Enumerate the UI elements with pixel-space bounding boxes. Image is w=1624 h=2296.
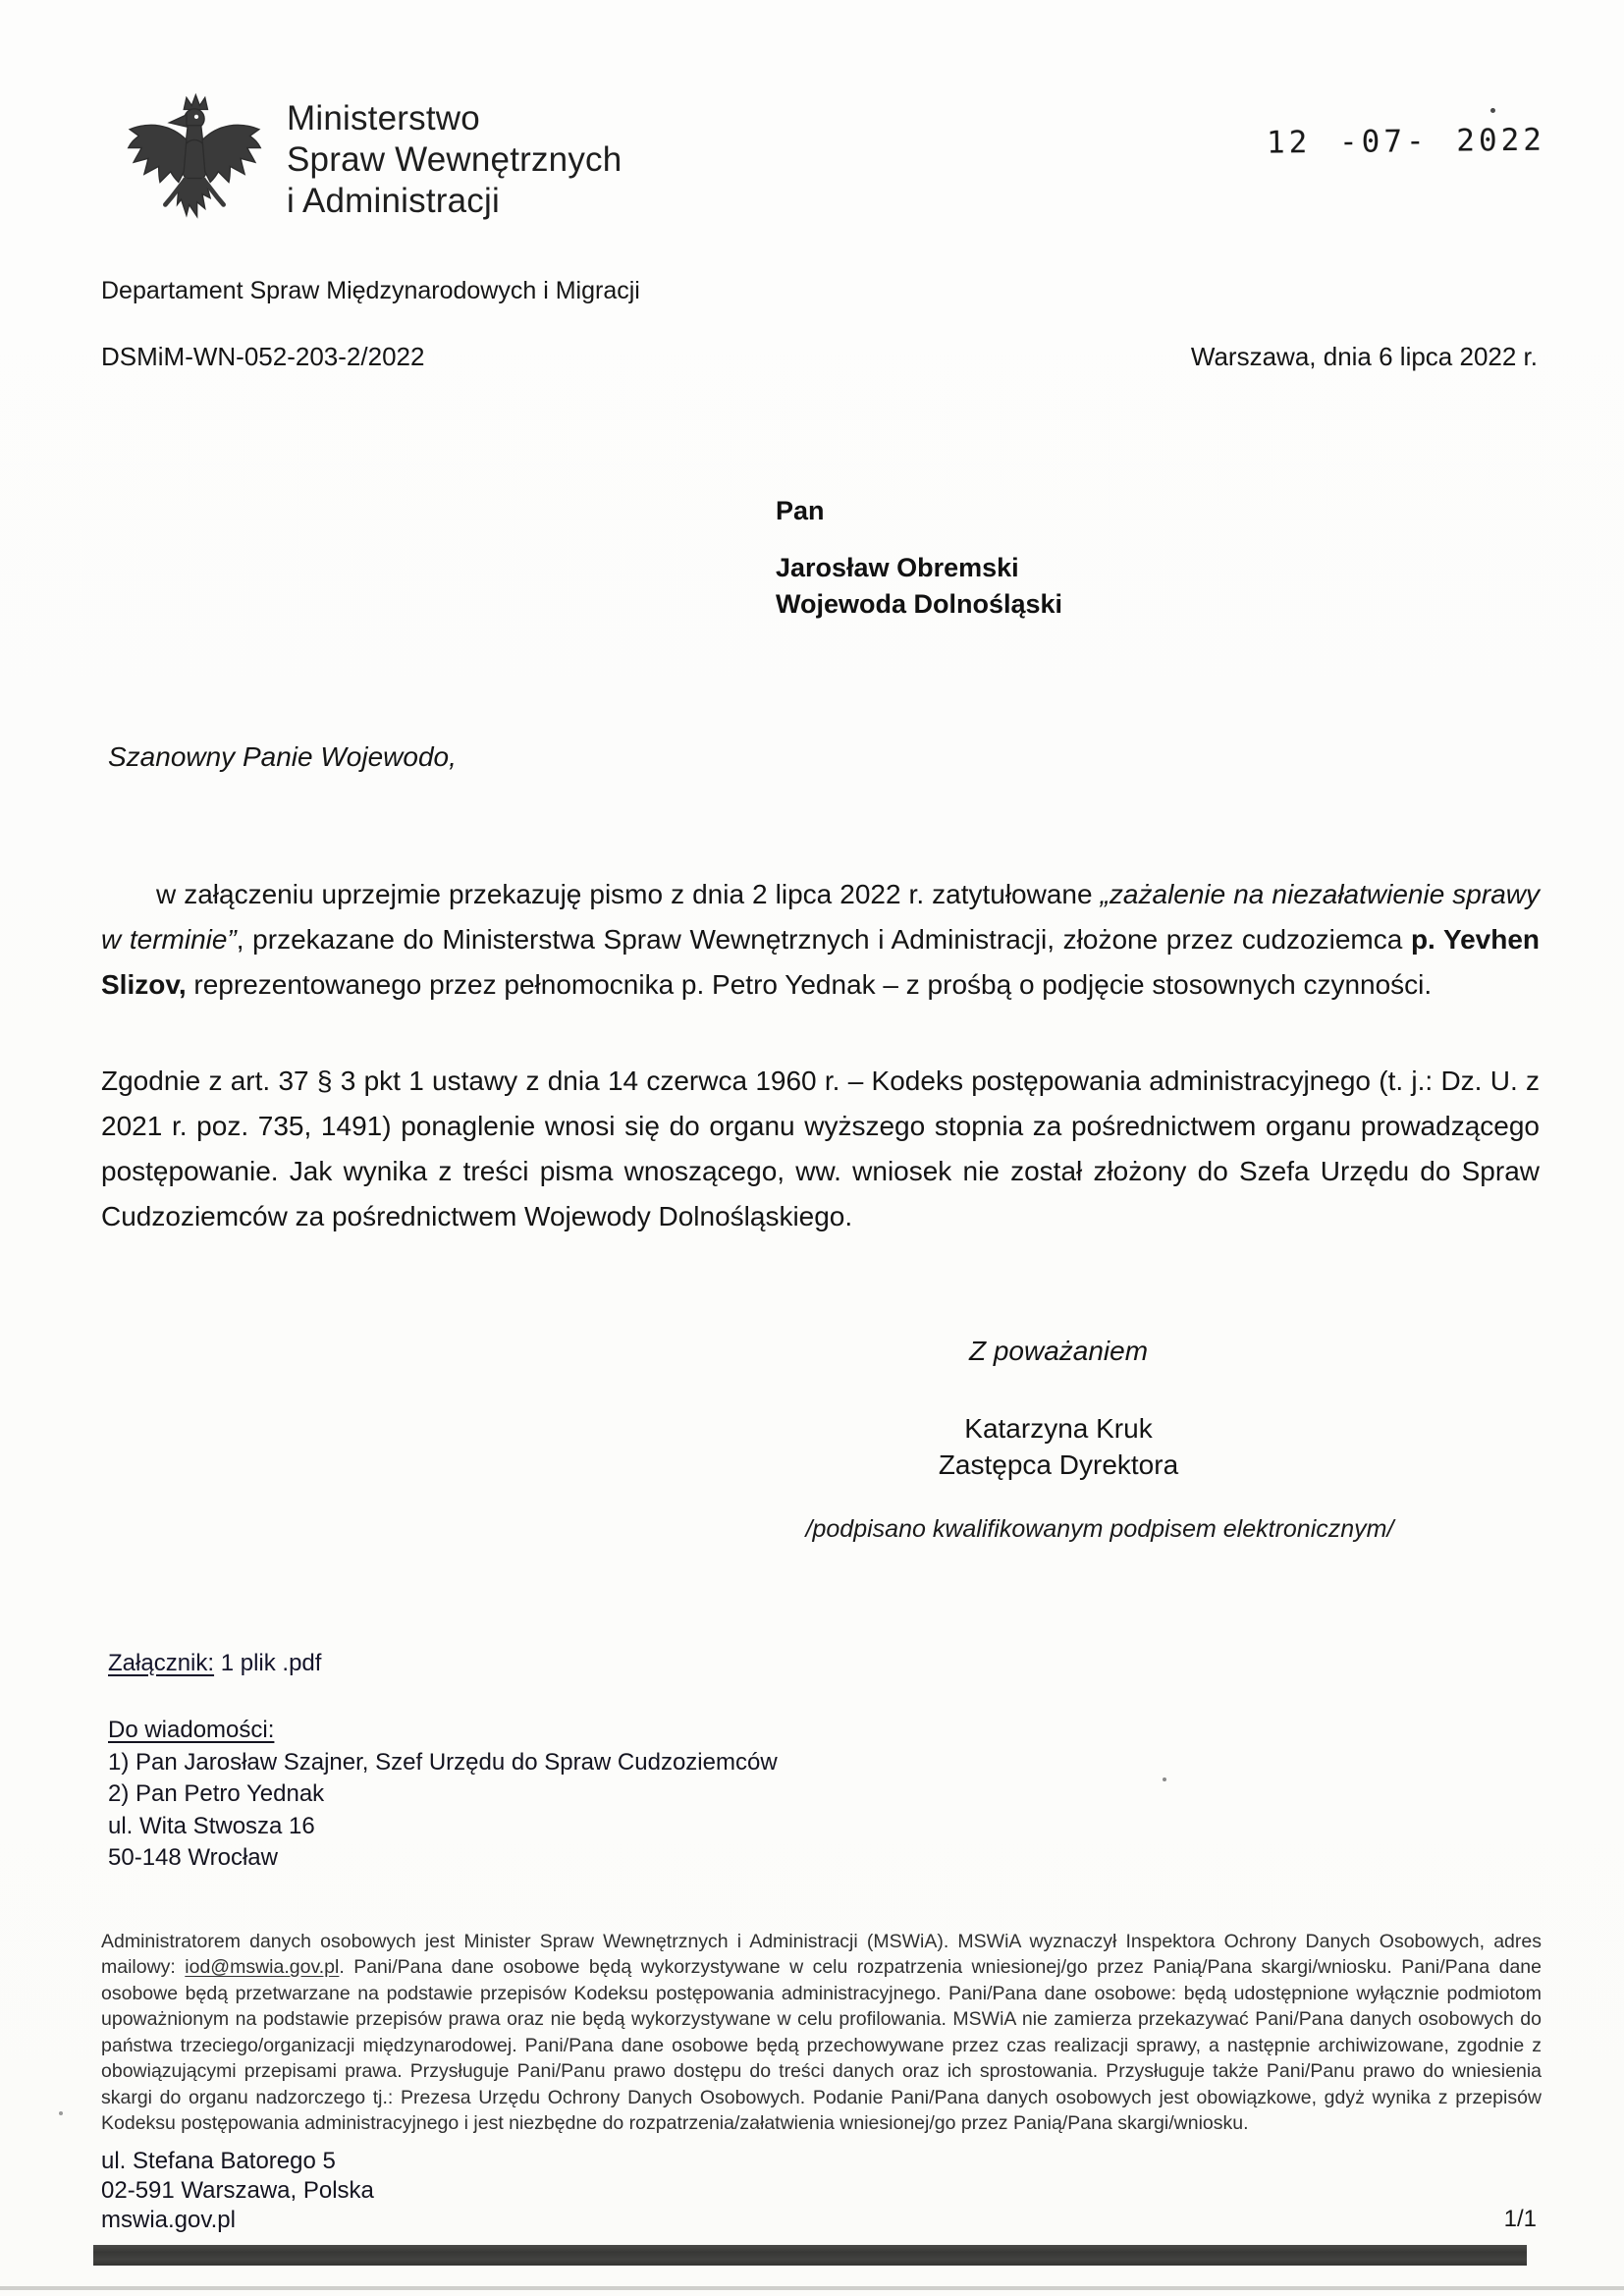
cc-label: Do wiadomości: [108, 1717, 275, 1743]
greeting-line: Szanowny Panie Wojewodo, [108, 741, 457, 772]
page-number: 1/1 [1503, 2206, 1537, 2232]
footer-address [101, 2147, 374, 2235]
body-paragraph-2: Zgodnie z art. 37 § 3 pkt 1 ustawy z dnia 14 czerwca 1960 r. – Kodeks postępowania administracyjnego (t. j.: Dz. U. z 2021 r. poz. 735, 1491) ponaglenie wnosi się do organu wyższego stopnia za pośrednictwem organu prowadzącego postępowanie. Jak wynika z treści pisma wnoszącego, ww. wniosek nie został złożony do Szefa Urzędu do Spraw Cudzoziemców za pośrednictwem Wojewody Dolnośląskiego. [101, 1066, 1540, 1231]
scan-bottom-edge [0, 2286, 1624, 2290]
ministry-name-line-3: i Administracji [287, 182, 500, 220]
footer-website: mswia.gov.pl [101, 2207, 236, 2233]
privacy-email: iod@mswia.gov.pl [185, 1956, 340, 1978]
footer-address-line: 02-591 Warszawa, Polska [101, 2177, 374, 2204]
attachment-value: 1 plik .pdf [214, 1650, 322, 1676]
privacy-notice [101, 1929, 1542, 2137]
attachment-label: Załącznik: [108, 1650, 215, 1676]
paragraph-1-text-2: , przekazane do Ministerstwa Spraw Wewnętrznych i Administracji, złożone przez cudzoziemca [236, 924, 1411, 955]
cc-item: 50-148 Wrocław [108, 1844, 278, 1871]
ministry-name-line-1: Ministerstwo [287, 99, 480, 137]
attachment-line [108, 1650, 321, 1677]
scanner-dark-bar [93, 2245, 1527, 2266]
recipient-honorific: Pan [776, 496, 825, 525]
cc-item: ul. Wita Stwosza 16 [108, 1812, 315, 1839]
quoted-document-title: „zażalenie na niezałatwienie sprawy w terminie” [101, 879, 1540, 955]
paragraph-1-text-3: reprezentowanego przez pełnomocnika p. Petro Yednak – z prośbą o podjęcie stosownych czynności. [186, 969, 1433, 1000]
privacy-text-1: Administratorem danych osobowych jest Minister Spraw Wewnętrznych i Administracji (MSWiA). MSWiA wyznaczył Inspektora Ochrony Danych Osobowych, adres mailowy: [101, 1930, 1542, 1978]
recipient-block [776, 496, 1062, 623]
closing-block [764, 1336, 1353, 1483]
recipient-name: Jarosław Obremski [776, 553, 1019, 582]
recipient-role: Wojewoda Dolnośląski [776, 589, 1063, 619]
ministry-name [287, 98, 622, 222]
department-name: Departament Spraw Międzynarodowych i Migracji [101, 277, 640, 304]
cc-item: 2) Pan Petro Yednak [108, 1780, 325, 1807]
reference-row [101, 342, 1538, 372]
reference-number: DSMiM-WN-052-203-2/2022 [101, 342, 425, 371]
paragraph-1-text: w załączeniu uprzejmie przekazuję pismo z dnia 2 lipca 2022 r. zatytułowane [156, 879, 1101, 909]
cc-item: 1) Pan Jarosław Szajner, Szef Urzędu do Spraw Cudzoziemców [108, 1748, 778, 1776]
scan-artifact-dot [59, 2111, 63, 2115]
received-date-stamp: 12 -07- 2022 [1266, 122, 1546, 161]
cc-block [108, 1715, 778, 1875]
signer-title: Zastępca Dyrektora [938, 1449, 1179, 1480]
scan-artifact-dot [1163, 1777, 1166, 1781]
body-paragraph-1 [101, 872, 1540, 1008]
footer-address-line: ul. Stefana Batorego 5 [101, 2148, 336, 2174]
signer-name: Katarzyna Kruk [964, 1413, 1153, 1444]
privacy-text-2: . Pani/Pana dane osobowe będą wykorzystywane w celu rozpatrzenia wniesionej/go przez Panią/Pana skargi/wniosku. Pani/Pana dane osobowe będą przetwarzane na podstawie przepisów Kodeksu postępowania administracyjnego. Pani/Pana dane osobowe: będą udostępnione wyłącznie podmiotom upoważnionym na podstawie przepisów prawa oraz nie będą wykorzystywane w celu profilowania. MSWiA nie zamierza przekazywać Pani/Pana danych osobowych do państwa trzeciego/organizacji międzynarodowej. Pani/Pana dane osobowe będą przechowywane przez czas realizacji sprawy, a następnie archiwizowane, zgodnie z obowiązującymi przepisami prawa. Przysługuje Pani/Panu prawo dostępu do treści danych oraz ich sprostowania. Przysługuje także Pani/Panu prawo do wniesienia skargi do organu nadzorczego tj.: Prezesa Urzędu Ochrony Danych Osobowych. Podanie Pani/Pana danych osobowych jest obowiązkowe, gdyż wynika z przepisów Kodeksu postępowania administracyjnego i jest niezbędne do rozpatrzenia/załatwienia wniesionej/go przez Panią/Pana skargi/wniosku. [101, 1956, 1542, 2134]
ministry-name-line-2: Spraw Wewnętrznych [287, 140, 623, 179]
closing-phrase: Z poważaniem [968, 1336, 1149, 1366]
scan-artifact-dot [1490, 108, 1495, 113]
polish-eagle-emblem-icon [126, 90, 263, 232]
place-and-date: Warszawa, dnia 6 lipca 2022 r. [1190, 342, 1538, 371]
electronic-signature-note: /podpisano kwalifikowanym podpisem elektronicznym/ [805, 1515, 1394, 1543]
foreigner-name: p. Yevhen Slizov, [101, 924, 1540, 1000]
